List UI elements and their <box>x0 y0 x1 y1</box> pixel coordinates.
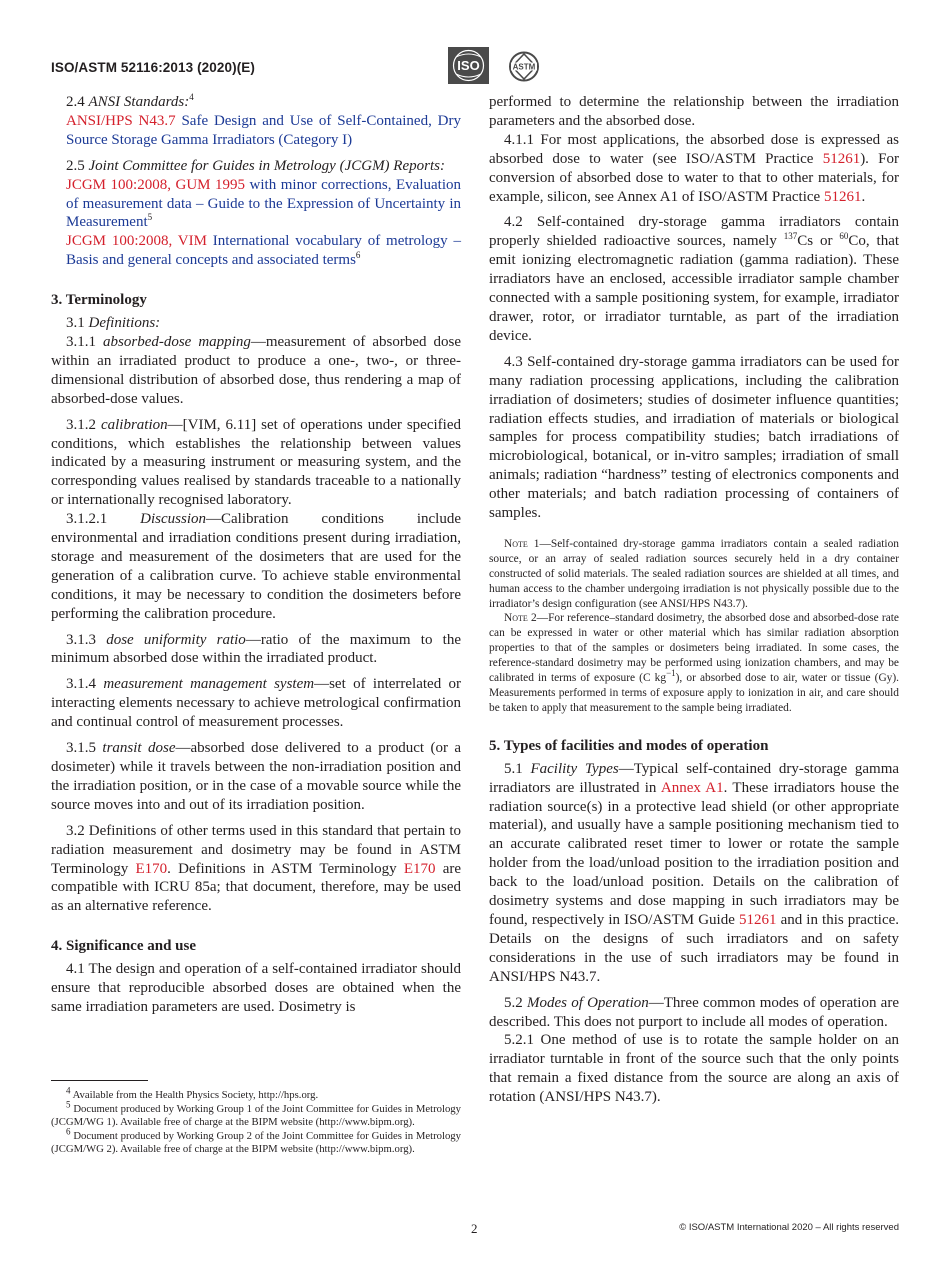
iso-logo <box>448 47 489 84</box>
link-51261[interactable]: 51261 <box>823 188 862 205</box>
note-1: Note 1—Self-contained dry-storage gamma irradiators contain a sealed radiation source, or an array of sealed radiation sources securely held in a dry container constructed of solid materials. The sealed radiation sources are shielded at all times, and human access to the chamber undergoing irradiation is not physically possible due to the irradiator’s design configuration (see ANSI/HPS N43.7). <box>489 537 899 610</box>
section-5-2: 5.2 Modes of Operation—Three common modes of operation are described. This does not purport to include all modes of operation. <box>489 994 899 1030</box>
note-2: Note 2—For reference–standard dosimetry, the absorbed dose and absorbed-dose rate can be expressed in water or other material which has similar radiation absorption properties to that of the samples or dosimeters being irradiated. In some cases, the reference-standard dosimetry may be performed using ionization chambers, and may be calibrated in terms of exposure (C $kg^{-1}$), or absorbed dose to air, water or tissue (Gy). Measurements performed in terms of exposure apply to ionization in air, and care should be taken to apply that measurement to the sample being irradiated. <box>489 612 900 714</box>
jcgm-vim-reference[interactable]: JCGM 100:2008, VIM International vocabulary of metrology – Basis and general concepts and associated terms$^6$ <box>66 233 462 269</box>
section-5-2-1: 5.2.1 One method of use is to rotate the sample holder on an irradiator turntable in front of the source such that the only points that remain a fixed distance from the source are along an axis of rotation (ANSI/HPS N43.7). <box>489 1032 899 1106</box>
section-5-heading: 5. Types of facilities and modes of operation <box>489 737 769 754</box>
copyright-notice: © ISO/ASTM International 2020 – All rights reserved <box>679 1222 899 1233</box>
section-3-1-4: 3.1.4 measurement management system—set of interrelated or interacting elements necessary to achieve metrological confirmation and continual control of measurement processes. <box>51 676 462 731</box>
section-3-heading: 3. Terminology <box>51 292 147 309</box>
astm-logo <box>506 50 542 83</box>
link-annex-a1[interactable]: Annex A1 <box>660 779 724 796</box>
section-3-1-2-1: 3.1.2.1 Discussion—Calibration conditions include environmental and irradiation conditions present during irradiation, storage and measurement of the dosimeters that are used for the generation of a calibration curve. To achieve stable environmental conditions, it may be necessary to condition the dosimeters before performing the calibration procedure. <box>51 511 461 622</box>
link-51261[interactable]: 51261 <box>822 150 861 167</box>
section-3-1-1: 3.1.1 absorbed-dose mapping—measurement of absorbed dose within an irradiated product to produce a one-, two-, or three-dimensional distribution of absorbed dose, thus rendering a map of absorbed-dose values. <box>51 333 462 407</box>
section-4-1: 4.1 The design and operation of a self-contained irradiator should ensure that reproducible absorbed doses are obtained when the same irradiation parameters are used. Dosimetry is <box>51 961 461 1015</box>
page-number: 2 <box>471 1221 478 1236</box>
section-4-heading: 4. Significance and use <box>51 938 197 955</box>
ansi-reference[interactable] <box>51 112 461 150</box>
footnote-4: $^4$ Available from the Health Physics Society, http://hps.org. <box>66 1085 319 1101</box>
link-e170[interactable]: E170 <box>135 860 168 877</box>
astm-logo-text: ASTM <box>512 62 536 72</box>
link-e170[interactable]: E170 <box>403 860 436 877</box>
right-column <box>489 93 899 1107</box>
section-4-1-1: 4.1.1 For most applications, the absorbed dose is expressed as absorbed dose to water (see ISO/ASTM Practice 51261). For conversion of absorbed dose to water to that to other materials, for example, silicon, see Annex A1 of ISO/ASTM Practice 51261. <box>489 131 899 205</box>
section-5-1: 5.1 Facility Types—Typical self-contained dry-storage gamma irradiators are illustrated in Annex A1. These irradiators house the radiation source(s) in a protective lead shield (or other appropriate material), and usually have a sample positioning mechanism tied to an accurate calibrated reset timer to lower or rotate the sample holder from the load/unload position to the irradiation position and back to the load/unload position. Details on the calibration of dosimetry systems and dose mapping in such irradiators may be found, respectively in ISO/ASTM Guide 51261 and in this practice. Details on the designs of such irradiators and on safety considerations in the use of such irradiators may be found in ANSI/HPS N43.7. <box>489 760 900 985</box>
iso-logo-text: ISO <box>457 58 480 73</box>
left-column <box>51 93 461 1017</box>
section-3-1: 3.1 Definitions: <box>66 315 161 332</box>
footnote-rule <box>51 1080 148 1081</box>
footnotes <box>51 1085 461 1157</box>
section-3-1-2: 3.1.2 calibration—[VIM, 6.11] set of operations under specified conditions, which establishes the relationship between values indicated by a measuring instrument or measuring system, and the corresponding values realised by standards traceable to a nationally or internationally recognised laboratory. <box>51 416 461 509</box>
section-3-2: 3.2 Definitions of other terms used in this standard that pertain to radiation measurement and dosimetry may be found in ASTM Terminology E170. Definitions in ASTM Terminology E170 are compatible with ICRU 85a; that document, therefore, may be used as an alternative reference. <box>51 822 461 915</box>
footnote-5: $^5$ Document produced by Working Group 1 of the Joint Committee for Guides in Metrology (JCGM/WG 1). Available free of charge at the BIPM website (http://www.bipm.org). <box>51 1098 461 1128</box>
section-3-1-5: 3.1.5 transit dose—absorbed dose delivered to a product (or a dosimeter) while it travels between the non-irradiation position and the irradiation position, or in the case of a movable source while the source moves into and out of its irradiation position. <box>51 740 461 813</box>
section-2-4: 2.4 ANSI Standards:$^4$ <box>66 92 194 110</box>
section-4-3: 4.3 Self-contained dry-storage gamma irradiators can be used for many radiation processing applications, including the calibration irradiation of dosimeters; studies of dosimeter influence quantities; radiation effects studies, and irradiation of materials or biological samples for process compatibility studies; batch irradiations of microbiological, botanical, or in-vitro samples; irradiation of small animals; radiation “hardness” testing of electronics components and other materials; and batch radiation processing of containers of samples. <box>489 353 899 522</box>
ansi-ref-title[interactable]: Safe Design and Use of Self-Contained, Dry Source Storage Gamma Irradiators (Category I) <box>66 112 461 148</box>
document-code: ISO/ASTM 52116:2013 (2020)(E) <box>51 60 255 75</box>
section-4-1-continued: performed to determine the relationship between the irradiation parameters and the absorbed dose. <box>489 94 899 129</box>
section-2-5: 2.5 Joint Committee for Guides in Metrology (JCGM) Reports: <box>66 157 445 174</box>
footnote-6: $^6$ Document produced by Working Group 2 of the Joint Committee for Guides in Metrology (JCGM/WG 2). Available free of charge at the BIPM website (http://www.bipm.org). <box>51 1125 461 1155</box>
jcgm-gum-reference[interactable]: JCGM 100:2008, GUM 1995 with minor corrections, Evaluation of measurement data – Guide to the Expression of Uncertainty in Measurement$^5$ <box>66 176 461 231</box>
ansi-ref-code[interactable]: ANSI/HPS N43.7 <box>66 112 176 129</box>
section-4-2: 4.2 Self-contained dry-storage gamma irradiators contain properly shielded radioactive sources, namely $^{137}$Cs or $^{60}$Co, that emit ionizing electromagnetic radiation (gamma radiation). These irradiators have an enclosed, accessible irradiator sample chamber connected with a sample positioning system, for example, irradiator drawer, rotor, or irradiator turntable, as part of the irradiation device. <box>489 214 900 344</box>
link-51261[interactable]: 51261 <box>738 911 777 928</box>
section-3-1-3: 3.1.3 dose uniformity ratio—ratio of the maximum to the minimum absorbed dose within the irradiated product. <box>51 631 461 667</box>
